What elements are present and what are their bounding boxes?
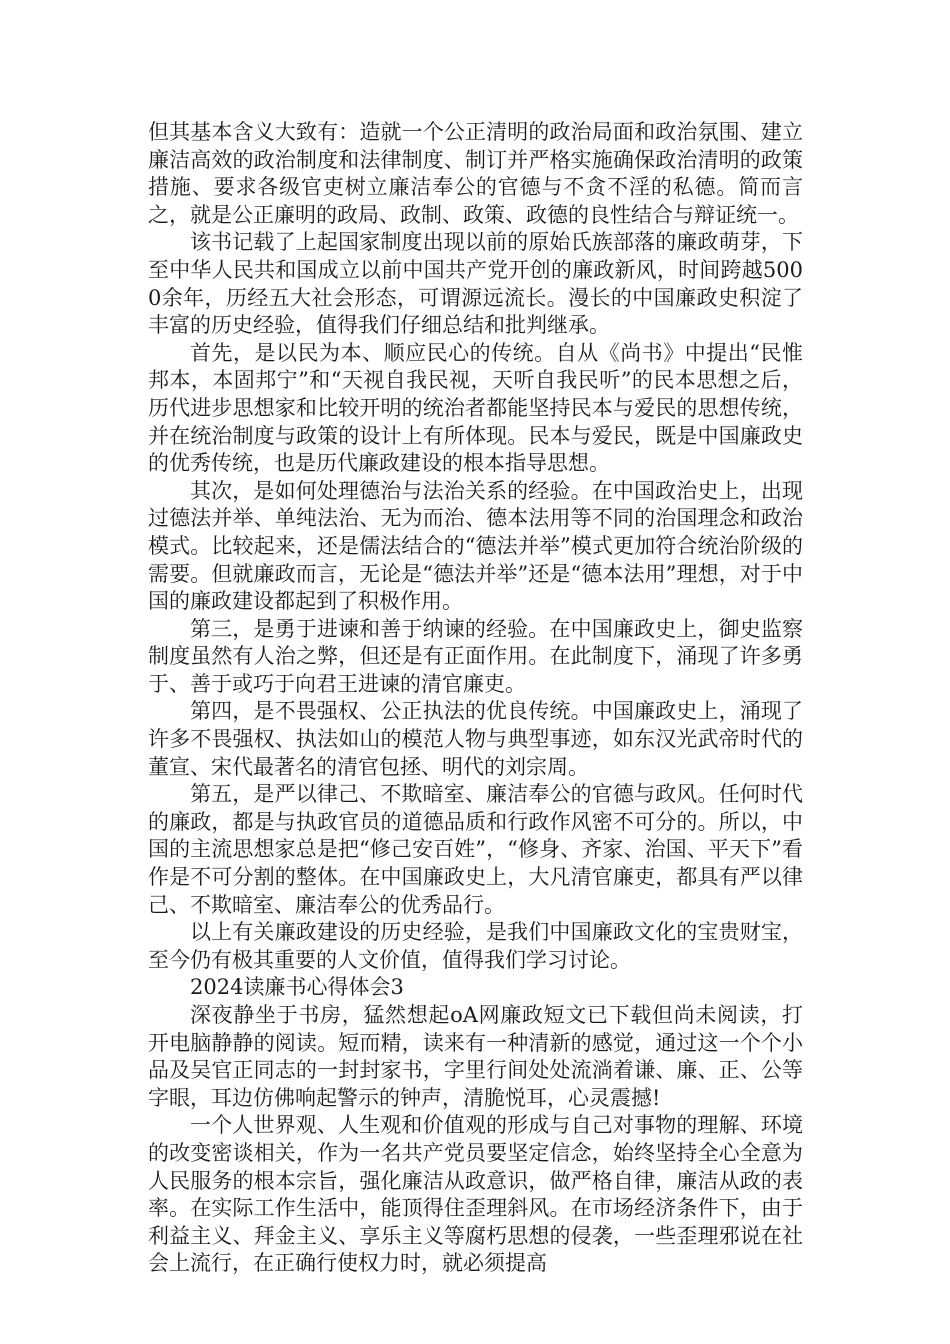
- paragraph: 但其基本含义大致有：造就一个公正清明的政治局面和政治氛围、建立廉洁高效的政治制度和法律制度、制订并严格实施确保政治清明的政策措施、要求各级官吏树立廉洁奉公的官德与不贪不淫的私德。简而言之，就是公正廉明的政局、政制、政策、政德的良性结合与辩证统一。: [148, 120, 803, 227]
- section-heading: 2024读廉书心得体会3: [190, 975, 404, 1000]
- paragraph: 第四，是不畏强权、公正执法的优良传统。中国廉政史上，涌现了许多不畏强权、执法如山的模范人物与典型事迹，如东汉光武帝时代的董宣、宋代最著名的清官包拯、明代的刘宗周。: [148, 699, 803, 779]
- paragraph: 以上有关廉政建设的历史经验，是我们中国廉政文化的宝贵财宝，至今仍有极其重要的人文价值，值得我们学习讨论。: [148, 920, 803, 972]
- paragraph: 该书记载了上起国家制度出现以前的原始氏族部落的廉政萌芽，下至中华人民共和国成立以前中国共产党开创的廉政新风，时间跨越5000余年，历经五大社会形态，可谓源远流长。漫长的中国廉政史积淀了丰富的历史经验，值得我们仔细总结和批判继承。: [148, 230, 803, 338]
- paragraph: 深夜静坐于书房，猛然想起oA网廉政短文已下载但尚未阅读，打开电脑静静的阅读。短而精，读来有一种清新的感觉，通过这一个个小品及吴官正同志的一封封家书，字里行间处处流淌着谦、廉、正、公等字眼，耳边仿佛响起警示的钟声，清脆悦耳，心灵震撼!: [148, 1003, 803, 1110]
- document-body: [148, 119, 803, 1278]
- paragraph: 第五，是严以律己、不欺暗室、廉洁奉公的官德与政风。任何时代的廉政，都是与执政官员的道德品质和行政作风密不可分的。所以，中国的主流思想家总是把“修己安百姓”，“修身、齐家、治国、平天下”看作是不可分割的整体。在中国廉政史上，大凡清官廉吏，都具有严以律己、不欺暗室、廉洁奉公的优秀品行。: [148, 782, 803, 917]
- paragraph: 一个人世界观、人生观和价值观的形成与自己对事物的理解、环境的改变密谈相关，作为一名共产党员要坚定信念，始终坚持全心全意为人民服务的根本宗旨，强化廉洁从政意识，做严格自律，廉洁从政的表率。在实际工作生活中，能顶得住歪理斜风。在市场经济条件下，由于利益主义、拜金主义、享乐主义等腐朽思想的侵袭，一些歪理邪说在社会上流行，在正确行使权力时，就必须提高: [148, 1113, 803, 1276]
- paragraph: 首先，是以民为本、顺应民心的传统。自从《尚书》中提出“民惟邦本，本固邦宁”和“天视自我民视，天听自我民听”的民本思想之后，历代进步思想家和比较开明的统治者都能坚持民本与爱民的思想传统，并在统治制度与政策的设计上有所体现。民本与爱民，既是中国廉政史的优秀传统，也是历代廉政建设的根本指导思想。: [148, 340, 803, 476]
- paragraph: 第三，是勇于进谏和善于纳谏的经验。在中国廉政史上，御史监察制度虽然有人治之弊，但还是有正面作用。在此制度下，涌现了许多勇于、善于或巧于向君王进谏的清官廉吏。: [148, 616, 803, 696]
- paragraph: 其次，是如何处理德治与法治关系的经验。在中国政治史上，出现过德法并举、单纯法治、无为而治、德本法用等不同的治国理念和政治模式。比较起来，还是儒法结合的“德法并举”模式更加符合统治阶级的需要。但就廉政而言，无论是“德法并举”还是“德本法用”理想，对于中国的廉政建设都起到了积极作用。: [148, 478, 803, 614]
